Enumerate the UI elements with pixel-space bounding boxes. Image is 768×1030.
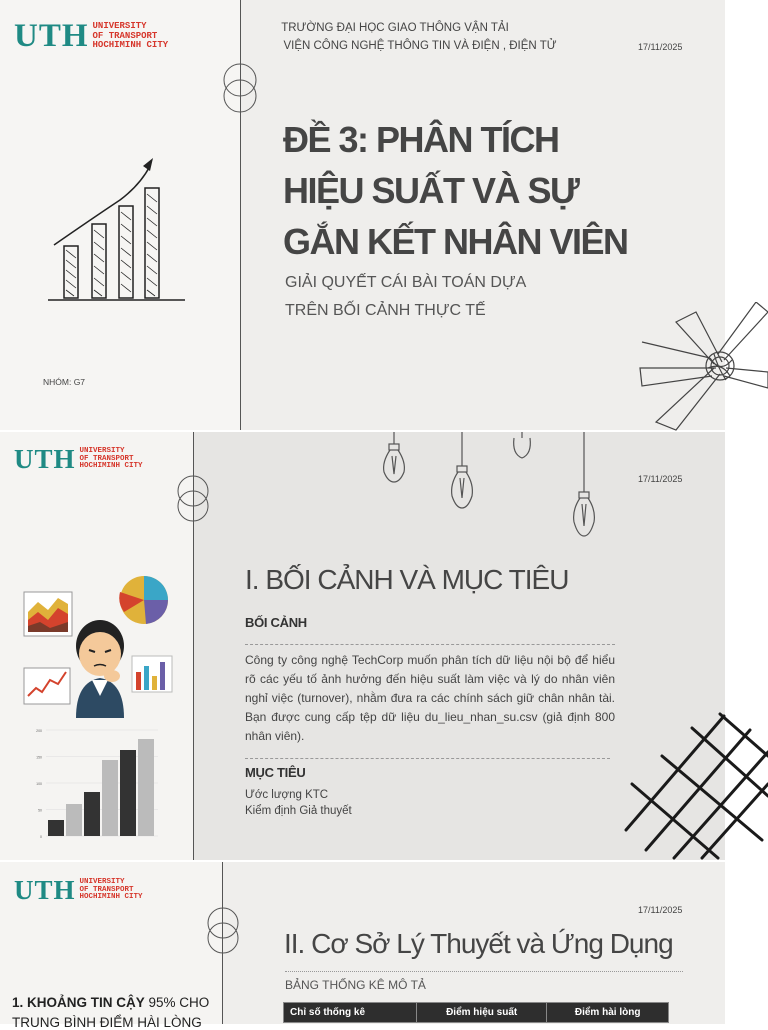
pinwheel-sketch-icon xyxy=(636,302,768,432)
context-text: Công ty công nghệ TechCorp muốn phân tích dữ liệu nội bộ để hiểu rõ các yếu tố ảnh hưởng đến hiệu suất làm việc và lý do nhân viên nghỉ việc (turnover), nhằm đưa ra các chính sách giữ chân nhân tài. Bạn được cung cấp tệp dữ liệu du_lieu_nhan_su.csv (giả định 800 nhân viên). xyxy=(245,653,615,743)
uth-logo-text: UTH xyxy=(14,18,89,54)
confidence-interval-bold: 1. KHOẢNG TIN CẬY xyxy=(12,995,145,1010)
uth-logo-university xyxy=(80,448,143,472)
slide-3-date: 17/11/2025 xyxy=(638,905,683,915)
goal-item-1: Ước lượng KTC xyxy=(245,789,329,801)
analyst-illustration-icon xyxy=(20,572,180,718)
slide-1-subtitle-line-1: GIẢI QUYẾT CÁI BÀI TOÁN DỰA xyxy=(285,274,527,291)
logo-line-1: UNIVERSITY xyxy=(92,21,147,32)
bar-chart-bar xyxy=(138,739,154,836)
uth-logo-university xyxy=(80,879,143,903)
slide-1-title-line-3: GẮN KẾT NHÂN VIÊN xyxy=(283,221,628,262)
uth-logo-text: UTH xyxy=(14,444,76,474)
bar-chart-bar xyxy=(102,760,118,836)
logo-line-1: UNIVERSITY xyxy=(79,877,125,886)
goal-divider xyxy=(245,758,610,759)
confidence-interval-line-2: TRUNG BÌNH ĐIỂM HÀI LÒNG xyxy=(12,1015,202,1030)
logo-line-3: HOCHIMINH CITY xyxy=(79,462,143,471)
bar-chart-bar xyxy=(120,750,136,836)
slide-1-title-line-1: ĐỀ 3: PHÂN TÍCH xyxy=(283,119,559,160)
goal-label: MỤC TIÊU xyxy=(245,765,306,780)
bar-chart-bar xyxy=(48,820,64,836)
school-name: TRƯỜNG ĐẠI HỌC GIAO THÔNG VẬN TẢI xyxy=(281,22,509,34)
context-divider xyxy=(245,644,615,645)
confidence-interval-rest: 95% CHO xyxy=(144,995,210,1010)
logo-line-2: OF TRANSPORT xyxy=(92,30,158,41)
grey-bar-chart xyxy=(30,724,162,842)
logo-line-1: UNIVERSITY xyxy=(79,446,125,455)
logo-line-3: HOCHIMINH CITY xyxy=(92,40,169,51)
institute-name: VIỆN CÔNG NGHỆ THÔNG TIN VÀ ĐIỆN , ĐIỆN TỬ xyxy=(283,40,557,52)
bar-chart-bar xyxy=(66,804,82,836)
rings-decoration-icon xyxy=(202,906,244,958)
uth-logo-university xyxy=(93,22,169,50)
table-header-performance: Điểm hiệu suất xyxy=(417,1003,547,1023)
group-label: NHÓM: G7 xyxy=(43,377,86,387)
logo-line-2: OF TRANSPORT xyxy=(79,454,134,463)
bar-chart-tick-label: 200 xyxy=(36,729,42,733)
bar-chart-tick-label: 0 xyxy=(40,835,42,839)
slide-2-date: 17/11/2025 xyxy=(638,474,683,484)
logo-line-2: OF TRANSPORT xyxy=(79,885,134,894)
uth-logo xyxy=(14,18,168,55)
descriptive-stats-table xyxy=(283,1002,669,1023)
bar-chart-bar xyxy=(84,792,100,836)
slide-3-heading: II. Cơ Sở Lý Thuyết và Ứng Dụng xyxy=(284,928,673,959)
table-title-divider xyxy=(285,971,683,972)
context-label: BỐI CẢNH xyxy=(245,615,307,630)
rings-decoration-icon xyxy=(218,62,262,118)
slide-1-title-line-2: HIỆU SUẤT VÀ SỰ xyxy=(283,170,579,211)
uth-logo-text: UTH xyxy=(14,875,76,905)
logo-line-3: HOCHIMINH CITY xyxy=(79,893,143,902)
uth-logo xyxy=(14,875,143,906)
bar-chart-tick-label: 150 xyxy=(36,755,42,760)
bar-chart-tick-label: 100 xyxy=(36,782,42,786)
table-title: BẢNG THỐNG KÊ MÔ TẢ xyxy=(285,978,426,992)
grid-doodle-icon xyxy=(622,712,768,860)
slide-1-subtitle-line-2: TRÊN BỐI CẢNH THỰC TẾ xyxy=(285,302,486,319)
confidence-interval-heading xyxy=(12,995,209,1010)
hanging-bulbs-icon xyxy=(370,432,610,548)
table-header-satisfaction: Điểm hài lòng xyxy=(547,1003,669,1023)
slide-2-heading: I. BỐI CẢNH VÀ MỤC TIÊU xyxy=(245,564,569,595)
rings-decoration-icon xyxy=(172,474,214,526)
uth-logo xyxy=(14,444,143,475)
table-header-stat: Chỉ số thống kê xyxy=(284,1003,417,1023)
growth-chart-icon xyxy=(40,150,190,305)
slide-1-date: 17/11/2025 xyxy=(638,42,683,52)
goal-item-2: Kiểm định Giả thuyết xyxy=(245,805,352,817)
bar-chart-tick-label: 50 xyxy=(38,808,42,813)
table-header-row xyxy=(284,1003,669,1023)
